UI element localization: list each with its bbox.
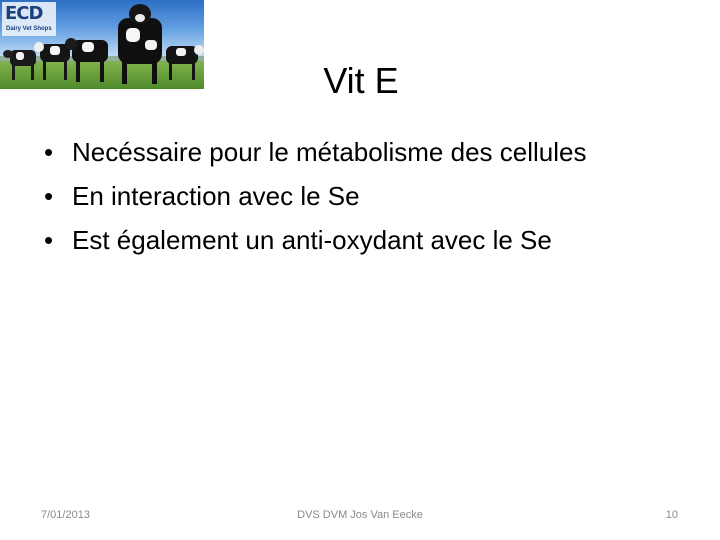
bullet-text: Necéssaire pour le métabolisme des cellules bbox=[72, 137, 587, 167]
bullet-text: En interaction avec le Se bbox=[72, 181, 360, 211]
logo-mark: ECD bbox=[5, 3, 43, 24]
bullet-dot: • bbox=[44, 225, 54, 255]
slide-title bbox=[0, 60, 720, 110]
slide-title-text: Vit E bbox=[323, 60, 399, 101]
footer-author bbox=[0, 506, 720, 524]
bullet-item bbox=[44, 175, 684, 219]
bullet-item bbox=[44, 131, 684, 175]
bullet-dot: • bbox=[44, 181, 54, 211]
bullet-list bbox=[44, 131, 684, 263]
page-number: 10 bbox=[665, 509, 678, 521]
logo bbox=[2, 2, 56, 36]
footer-author-text: DVS DVM Jos Van Eecke bbox=[297, 509, 423, 521]
bullet-item bbox=[44, 219, 684, 263]
footer-date: 7/01/2013 bbox=[41, 509, 90, 521]
bullet-text: Est également un anti-oxydant avec le Se bbox=[72, 225, 552, 255]
logo-caption: Dairy Vet Shops bbox=[6, 26, 52, 32]
bullet-dot: • bbox=[44, 137, 54, 167]
